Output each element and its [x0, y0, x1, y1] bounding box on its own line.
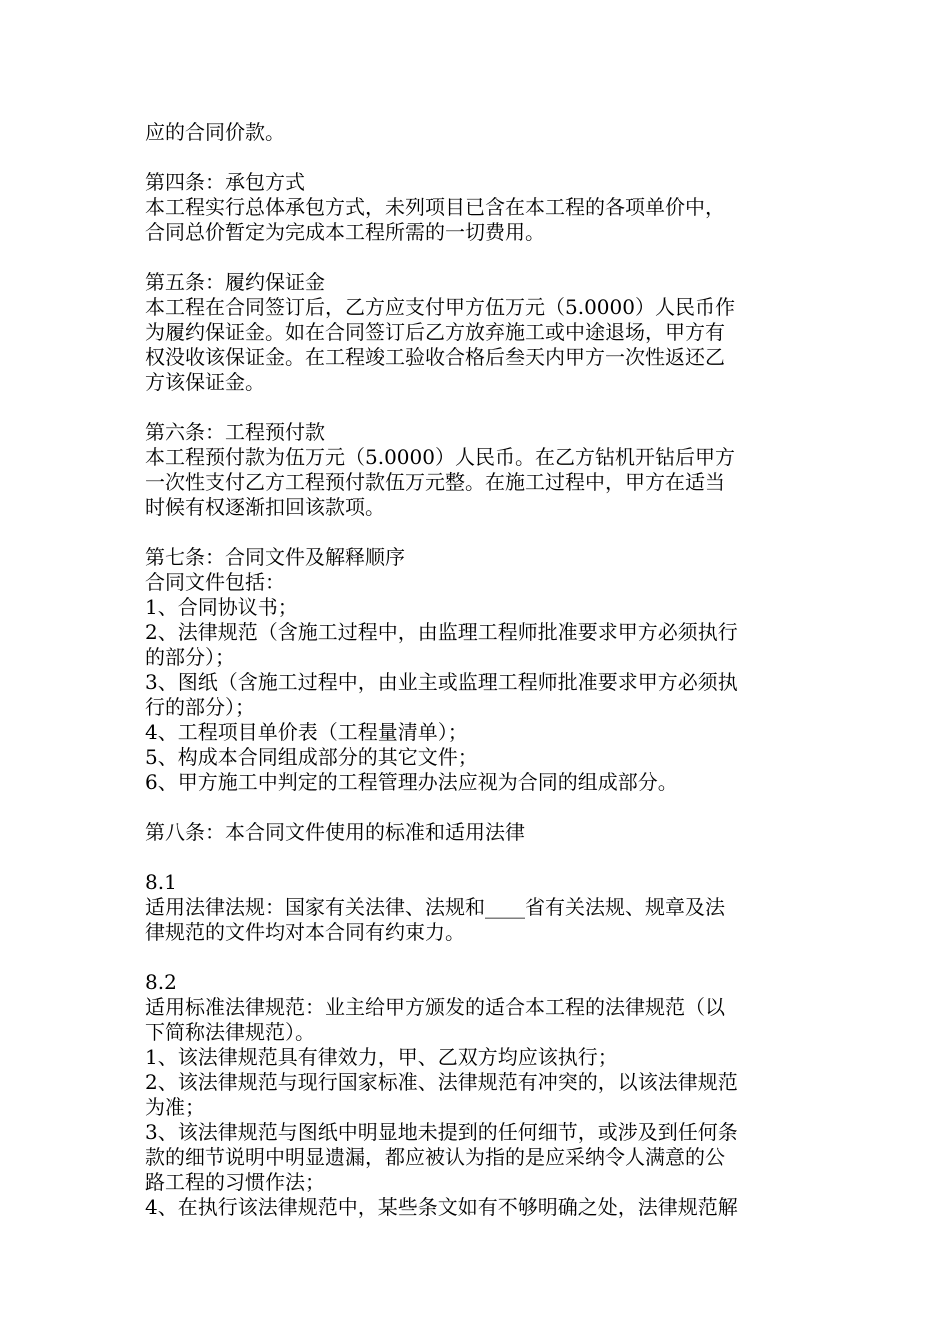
text-line: 第八条：本合同文件使用的标准和适用法律 — [145, 820, 525, 844]
text-line: 一次性支付乙方工程预付款伍万元整。在施工过程中，甲方在适当 — [145, 470, 725, 494]
text-line: 权没收该保证金。在工程竣工验收合格后叁天内甲方一次性返还乙 — [145, 345, 725, 369]
text-line: 2、该法律规范与现行国家标准、法律规范有冲突的，以该法律规范 — [145, 1070, 738, 1094]
text-line: 6、甲方施工中判定的工程管理办法应视为合同的组成部分。 — [145, 770, 678, 794]
text-line: 8.1 — [145, 870, 177, 894]
text-line: 第四条：承包方式 — [145, 170, 305, 194]
text-line: 本工程实行总体承包方式，未列项目已含在本工程的各项单价中， — [145, 195, 725, 219]
text-line: 1、合同协议书； — [145, 595, 298, 619]
blank-line — [145, 145, 815, 170]
text-line: 方该保证金。 — [145, 370, 265, 394]
text-line: 4、在执行该法律规范中，某些条文如有不够明确之处，法律规范解 — [145, 1195, 738, 1219]
text-line: 合同总价暂定为完成本工程所需的一切费用。 — [145, 220, 545, 244]
text-line: 款的细节说明中明显遗漏，都应被认为指的是应采纳令人满意的公 — [145, 1145, 725, 1169]
text-line: 行的部分）； — [145, 695, 255, 719]
text-line: 为准； — [145, 1095, 205, 1119]
text-line: 1、该法律规范具有律效力，甲、乙双方均应该执行； — [145, 1045, 618, 1069]
text-line: 适用标准法律规范：业主给甲方颁发的适合本工程的法律规范（以 — [145, 995, 725, 1019]
text-line: 应的合同价款。 — [145, 120, 285, 144]
text-line: 第七条：合同文件及解释顺序 — [145, 545, 405, 569]
blank-line — [145, 520, 815, 545]
blank-line — [145, 845, 815, 870]
text-line: 本工程预付款为伍万元（5.0000）人民币。在乙方钻机开钻后甲方 — [145, 445, 735, 469]
text-line: 5、构成本合同组成部分的其它文件； — [145, 745, 478, 769]
text-line: 为履约保证金。如在合同签订后乙方放弃施工或中途退场，甲方有 — [145, 320, 725, 344]
text-line: 律规范的文件均对本合同有约束力。 — [145, 920, 465, 944]
text-line: 2、法律规范（含施工过程中，由监理工程师批准要求甲方必须执行 — [145, 620, 738, 644]
text-line: 的部分）； — [145, 645, 235, 669]
blank-line — [145, 945, 815, 970]
text-line: 适用法律法规：国家有关法律、法规和____省有关法规、规章及法 — [145, 895, 725, 919]
blank-line — [145, 795, 815, 820]
blank-line — [145, 245, 815, 270]
document-page — [145, 120, 815, 1220]
text-line: 第六条：工程预付款 — [145, 420, 325, 444]
text-line: 3、图纸（含施工过程中，由业主或监理工程师批准要求甲方必须执 — [145, 670, 738, 694]
text-line: 4、工程项目单价表（工程量清单）； — [145, 720, 468, 744]
text-line: 8.2 — [145, 970, 177, 994]
text-line: 3、该法律规范与图纸中明显地未提到的任何细节，或涉及到任何条 — [145, 1120, 738, 1144]
blank-line — [145, 395, 815, 420]
text-line: 时候有权逐渐扣回该款项。 — [145, 495, 385, 519]
text-line: 下简称法律规范）。 — [145, 1020, 315, 1044]
text-line: 路工程的习惯作法； — [145, 1170, 325, 1194]
text-line: 第五条：履约保证金 — [145, 270, 325, 294]
text-line: 本工程在合同签订后，乙方应支付甲方伍万元（5.0000）人民币作 — [145, 295, 735, 319]
text-line: 合同文件包括： — [145, 570, 285, 594]
